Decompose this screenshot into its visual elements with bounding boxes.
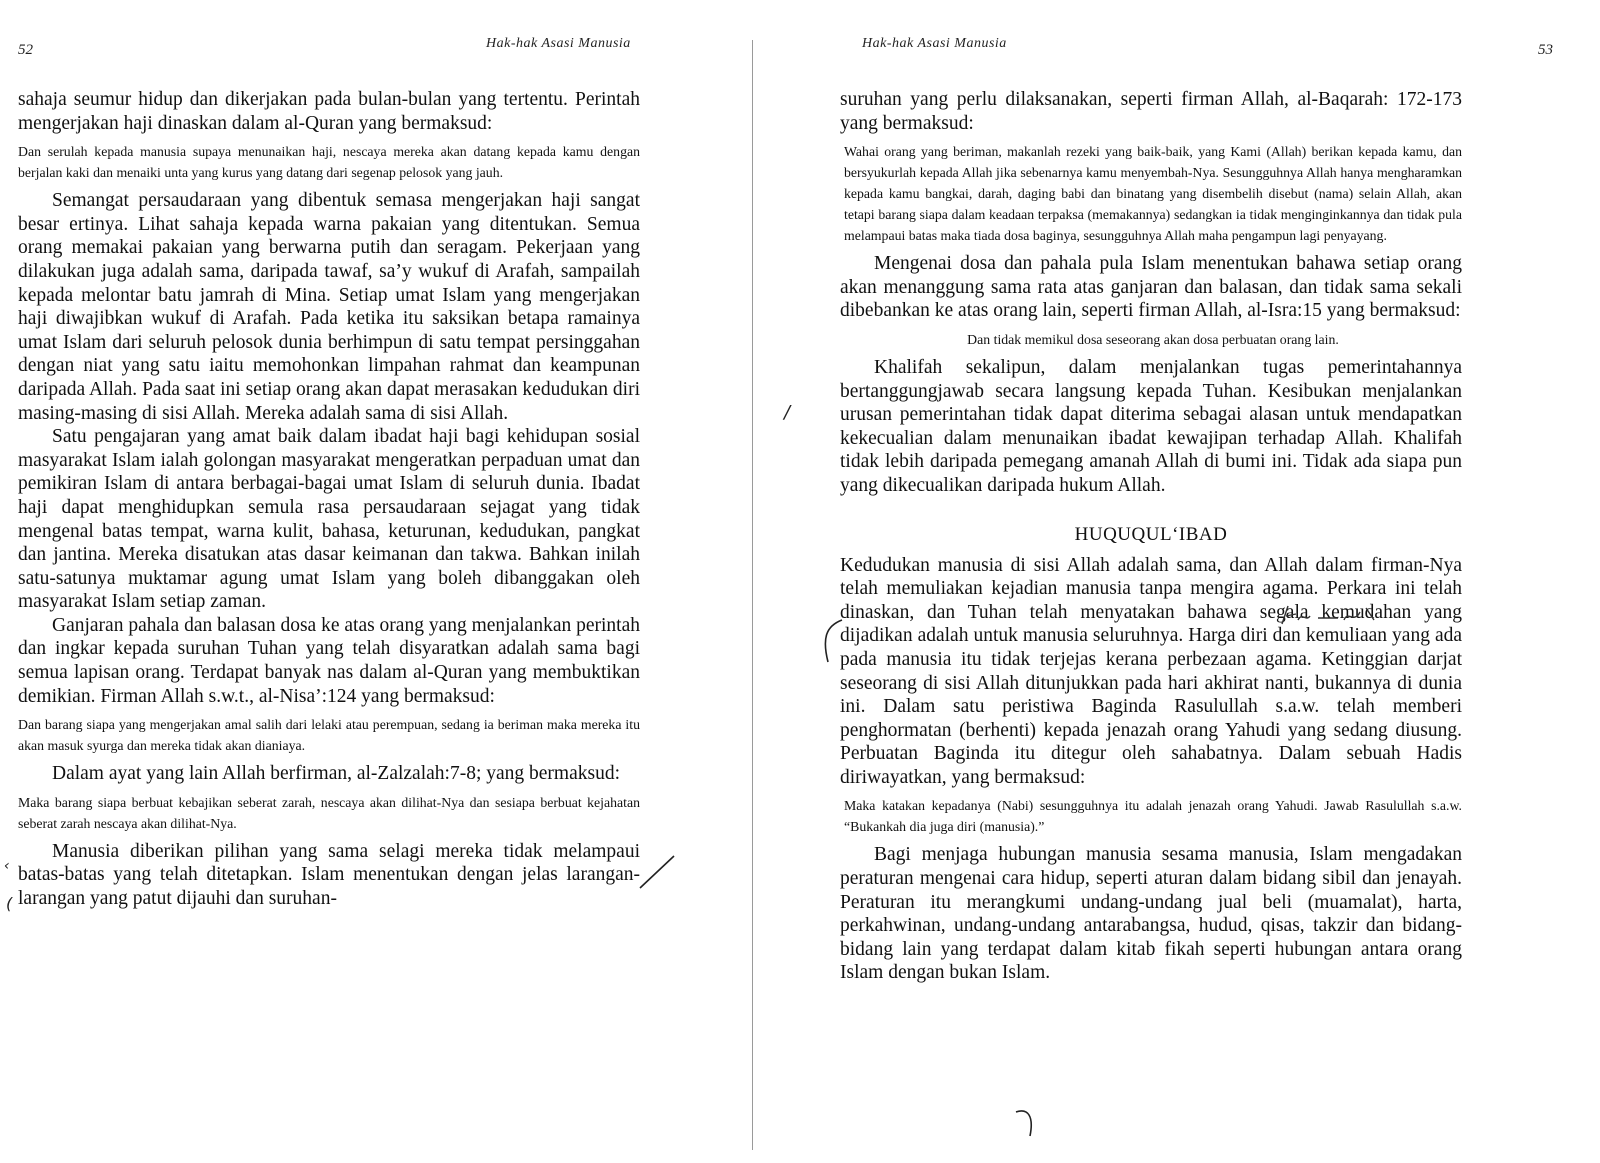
quran-quote: Dan serulah kepada manusia supaya menunaikan haji, nescaya mereka akan datang kepada kamu dengan berjalan kaki dan menaiki unta yang kurus yang datang dari segenap pelosok yang jauh. <box>18 144 640 181</box>
pen-bracket <box>1012 1106 1042 1146</box>
body-paragraph: sahaja seumur hidup dan dikerjakan pada bulan-bulan yang tertentu. Perintah mengerjakan haji dinaskan dalam al-Quran yang bermaksud: <box>18 89 640 134</box>
margin-pen-mark: ( <box>6 894 13 913</box>
page-number: 53 <box>1538 42 1553 58</box>
body-paragraph: suruhan yang perlu dilaksanakan, seperti firman Allah, al-Baqarah: 172-173 yang bermaksud: <box>840 89 1462 134</box>
handwritten-scribble <box>1278 600 1388 630</box>
right-page <box>800 0 1600 1163</box>
body-paragraph: Semangat persaudaraan yang dibentuk semasa mengerjakan haji sangat besar ertinya. Lihat sahaja kepada warna pakaian yang ditentukan. Semua orang memakai pakaian yang berwarna putih dan seragam. Pekerjaan yang dilakukan juga adalah sama, daripada tawaf, sa’y wukuf di Arafah, sampailah kepada melontar batu jamrah di Mina. Setiap umat Islam yang mengerjakan haji diwajibkan wukuf di Arafah. Pada ketika itu saksikan betapa ramainya umat Islam dari seluruh pelosok dunia berhimpun di satu tempat persinggahan dengan niat yang satu iaitu memohonkan limpahan rahmat dan keampunan daripada Allah. Pada saat ini setiap orang akan dapat merasakan kedudukan diri masing-masing di sisi Allah. Mereka adalah sama di sisi Allah. <box>18 190 640 424</box>
quran-quote: Maka barang siapa berbuat kebajikan seberat zarah, nescaya akan dilihat-Nya dan sesiapa berbuat kejahatan seberat zarah nescaya akan dilihat-Nya. <box>18 794 640 831</box>
body-paragraph: Bagi menjaga hubungan manusia sesama manusia, Islam mengadakan peraturan mengenai cara hidup, seperti aturan dalam bidang sibil dan jenayah. Peraturan itu merangkumi undang-undang jual beli (muamalat), harta, perkahwinan, undang-undang antarabangsa, hudud, qisas, takzir dan bidang-bidang lain yang terdapat dalam kitab fikah seperti hubungan antara orang Islam dengan bukan Islam. <box>840 844 1462 984</box>
margin-pen-mark: ‹ <box>4 858 10 874</box>
quran-quote: Dan tidak memikul dosa seseorang akan dosa perbuatan orang lain. <box>967 331 1339 347</box>
body-paragraph: Manusia diberikan pilihan yang sama selagi mereka tidak melampaui batas-batas yang telah ditetapkan. Islam menentukan dengan jelas larangan-larangan yang patut dijauhi dan suruhan- <box>18 840 640 910</box>
pen-bracket <box>818 618 852 668</box>
left-text-column <box>18 88 640 911</box>
quran-quote: Dan barang siapa yang mengerjakan amal salih dari lelaki atau perempuan, sedang ia beriman maka mereka itu akan masuk syurga dan mereka tidak akan dianiaya. <box>18 717 640 754</box>
body-paragraph: Mengenai dosa dan pahala pula Islam menentukan bahawa setiap orang akan menanggung sama rata atas ganjaran dan balasan, dan tidak sama sekali dibebankan ke atas orang lain, seperti firman Allah, al-Isra:15 yang bermaksud: <box>840 253 1462 322</box>
running-header: Hak-hak Asasi Manusia <box>486 36 631 51</box>
body-paragraph: Satu pengajaran yang amat baik dalam ibadat haji bagi kehidupan sosial masyarakat Islam ialah golongan masyarakat mengeratkan perpaduan umat dan pemikiran Islam di antara berbagai-bagai umat Islam di seluruh dunia. Ibadat haji dapat menghidupkan semula rasa persaudaraan sejagat yang tidak mengenal batas tempat, warna kulit, bahasa, keturunan, kedudukan, pangkat dan jantina. Mereka disatukan atas dasar keimanan dan takwa. Bahkan inilah satu-satunya muktamar agung umat Islam yang boleh dibanggakan oleh masyarakat Islam setiap zaman. <box>18 426 640 613</box>
pen-stroke <box>638 852 678 892</box>
body-paragraph: Dalam ayat yang lain Allah berfirman, al-Zalzalah:7-8; yang bermaksud: <box>52 763 620 785</box>
running-header: Hak-hak Asasi Manusia <box>862 36 1007 51</box>
quran-quote: Wahai orang yang beriman, makanlah rezeki yang baik-baik, yang Kami (Allah) berikan kepada kamu, dan bersyukurlah kepada Allah jika sebenarnya kamu menyembah-Nya. Sesungguhnya Allah hanya mengharamkan kepada kamu bangkai, darah, daging babi dan binatang yang disembelih disebut (nama) selain Allah, akan tetapi barang siapa dalam keadaan terpaksa (memakannya) sedangkan ia tidak menginginkannya dan tidak pula melampaui batas maka tiada dosa baginya, sesungguhnya Allah maha pengampun lagi penyayang. <box>844 144 1462 244</box>
body-paragraph: Khalifah sekalipun, dalam menjalankan tugas pemerintahannya bertanggungjawab secara langsung kepada Tuhan. Kesibukan menjalankan urusan pemerintahan tidak dapat diterima sebagai alasan untuk mendapatkan kekecualian dalam menunaikan ibadat kewajipan terhadap Allah. Khalifah tidak lebih daripada pemegang amanah Allah di bumi ini. Tidak ada siapa pun yang dikecualikan daripada hukum Allah. <box>840 356 1462 496</box>
quran-quote: Maka katakan kepadanya (Nabi) sesungguhnya itu adalah jenazah orang Yahudi. Jawab Rasulullah s.a.w. “Bukankah dia juga diri (manusia).” <box>844 798 1462 835</box>
right-text-column <box>840 88 1462 985</box>
page-number: 52 <box>18 42 33 58</box>
section-heading-text: HUQUQUL‘IBAD <box>1074 523 1228 545</box>
body-paragraph: Kedudukan manusia di sisi Allah adalah sama, dan Allah dalam firman-Nya telah memuliakan kejadian manusia tanpa mengira agama. Perkara ini telah dinaskan, dan Tuhan telah menyatakan bahawa segala kemudahan yang dijadikan adalah untuk manusia seluruhnya. Harga diri dan kemuliaan yang ada pada manusia itu tidak terjejas kerana perbezaan agama. Ketinggian darjat seseorang di sisi Allah ditunjukkan pada hari akhirat nanti, bukannya di dunia ini. Dalam satu peristiwa Baginda Rasulullah s.a.w. telah memberi penghormatan (berhenti) kepada jenazah orang Yahudi yang sedang diusung. Perbuatan Baginda itu ditegur oleh sahabatnya. Dalam sebuah Hadis diriwayatkan, yang bermaksud: <box>840 554 1462 788</box>
body-paragraph: Ganjaran pahala dan balasan dosa ke atas orang yang menjalankan perintah dan ingkar kepada suruhan Tuhan yang telah disyaratkan adalah sama bagi semua lapisan orang. Terdapat banyak nas dalam al-Quran yang membuktikan demikian. Firman Allah s.w.t., al-Nisa’:124 yang bermaksud: <box>18 614 640 707</box>
right-blocks-before <box>840 88 1462 498</box>
section-heading <box>840 524 1462 546</box>
margin-pen-mark: / <box>784 402 791 423</box>
